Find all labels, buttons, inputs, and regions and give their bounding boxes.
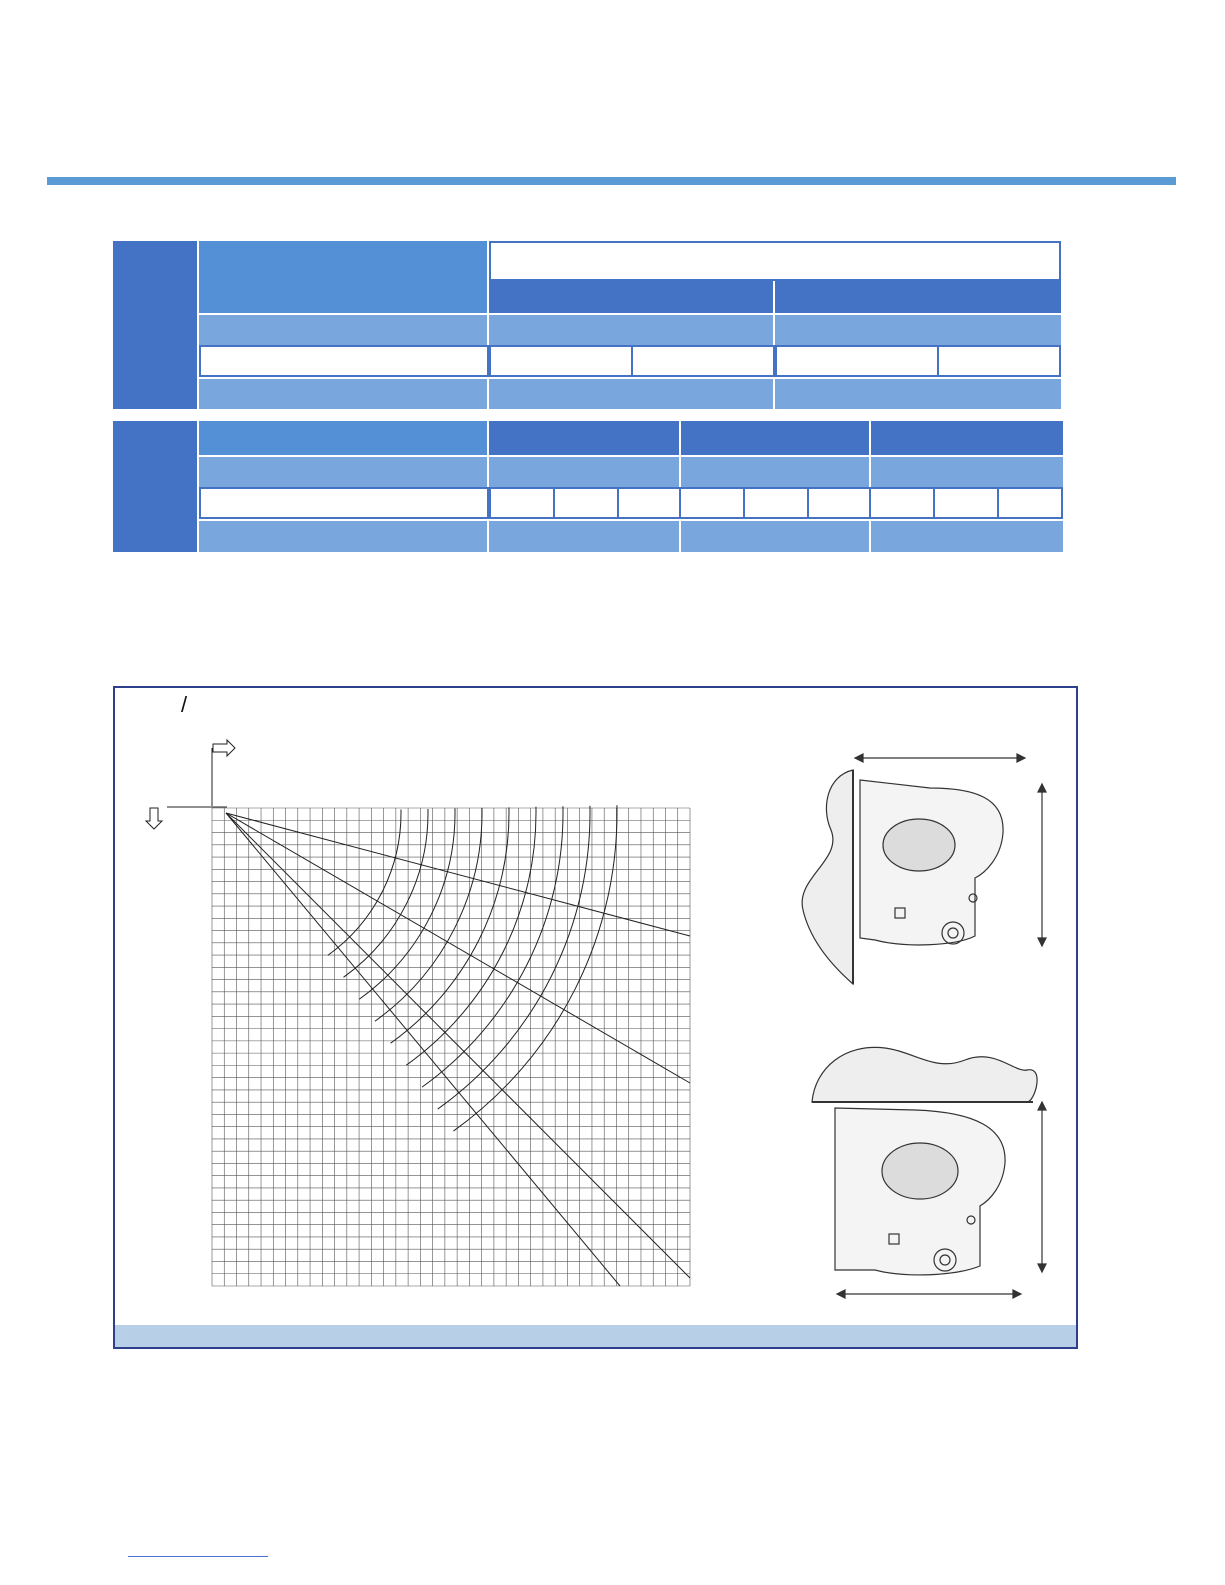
radial-line bbox=[226, 813, 690, 1278]
table-2-row-2-a1 bbox=[489, 487, 555, 519]
table-2-row-3-label bbox=[199, 521, 487, 552]
table-1-row-3-b bbox=[775, 379, 1061, 409]
table-1-row-3-label bbox=[199, 379, 487, 409]
table-2-row-2-b3 bbox=[807, 487, 871, 519]
table-1-side-block bbox=[113, 241, 197, 409]
table-2-row-2-a2 bbox=[553, 487, 619, 519]
table-2-row-2-c2 bbox=[933, 487, 999, 519]
table-1-header-label bbox=[199, 241, 487, 313]
table-2-row-2-b1 bbox=[679, 487, 745, 519]
table-2-row-3-b bbox=[681, 521, 869, 552]
axis-arrows bbox=[146, 740, 235, 829]
table-1-row-1-a bbox=[489, 315, 773, 345]
table-2-col-header-a bbox=[489, 421, 679, 455]
table-2-col-header-b bbox=[681, 421, 869, 455]
table-2-row-2-c3 bbox=[997, 487, 1063, 519]
arc-curve bbox=[453, 805, 617, 1131]
table-2-row-1-c bbox=[871, 457, 1063, 487]
table-1-row-1-b bbox=[775, 315, 1061, 345]
table-2-row-2-c1 bbox=[869, 487, 935, 519]
table-2-col-header-c bbox=[871, 421, 1063, 455]
table-2-row-1-label bbox=[199, 457, 487, 487]
header-rule bbox=[47, 177, 1176, 185]
concrete-wall bbox=[802, 770, 853, 984]
table-2-row-1-b bbox=[681, 457, 869, 487]
diagram-panel bbox=[113, 686, 1078, 1349]
table-1-col-header-b bbox=[775, 281, 1061, 313]
wall-mounted-unit-illustration bbox=[802, 754, 1046, 984]
table-2-side-block bbox=[113, 421, 197, 552]
table-2-header-label bbox=[199, 421, 487, 455]
arc-curve bbox=[328, 810, 401, 956]
slash-mark: / bbox=[181, 692, 188, 717]
bottom-link-underline bbox=[128, 1556, 268, 1557]
spec-table-2 bbox=[113, 421, 1063, 552]
load-chart-svg bbox=[115, 688, 1076, 1324]
table-1-col-header-a bbox=[489, 281, 773, 313]
unit-opening bbox=[883, 819, 955, 871]
table-1-row-2-a2 bbox=[631, 345, 775, 377]
chart-radial-lines bbox=[226, 813, 690, 1286]
right-arrow-icon bbox=[213, 740, 235, 756]
table-1-row-2-a1 bbox=[489, 345, 633, 377]
table-1-header-title bbox=[489, 241, 1061, 281]
table-2-row-3-c bbox=[871, 521, 1063, 552]
table-1-row-1-label bbox=[199, 315, 487, 345]
unit-opening-2 bbox=[882, 1143, 958, 1199]
table-1-row-2-label bbox=[199, 345, 489, 377]
table-2-row-3-a bbox=[489, 521, 679, 552]
table-1-row-3-a bbox=[489, 379, 773, 409]
radial-line bbox=[226, 813, 690, 936]
radial-line bbox=[226, 813, 620, 1286]
arc-curve bbox=[359, 808, 455, 999]
table-2-row-2-label bbox=[199, 487, 489, 519]
table-2-row-2-a3 bbox=[617, 487, 681, 519]
table-1-row-2-b1 bbox=[775, 345, 939, 377]
chart-grid bbox=[212, 808, 690, 1286]
table-2-row-2-b2 bbox=[743, 487, 809, 519]
panel-footer-bar bbox=[115, 1325, 1076, 1347]
ceiling-mounted-unit-illustration bbox=[812, 1047, 1046, 1298]
table-2-row-1-a bbox=[489, 457, 679, 487]
spec-table-1 bbox=[113, 241, 1061, 409]
arc-curve bbox=[375, 808, 482, 1021]
down-arrow-icon bbox=[146, 808, 162, 829]
radial-line bbox=[226, 813, 690, 1083]
arc-curve bbox=[344, 809, 429, 977]
table-1-row-2-b2 bbox=[937, 345, 1061, 377]
arc-curve bbox=[422, 806, 563, 1087]
concrete-ceiling bbox=[812, 1047, 1037, 1102]
